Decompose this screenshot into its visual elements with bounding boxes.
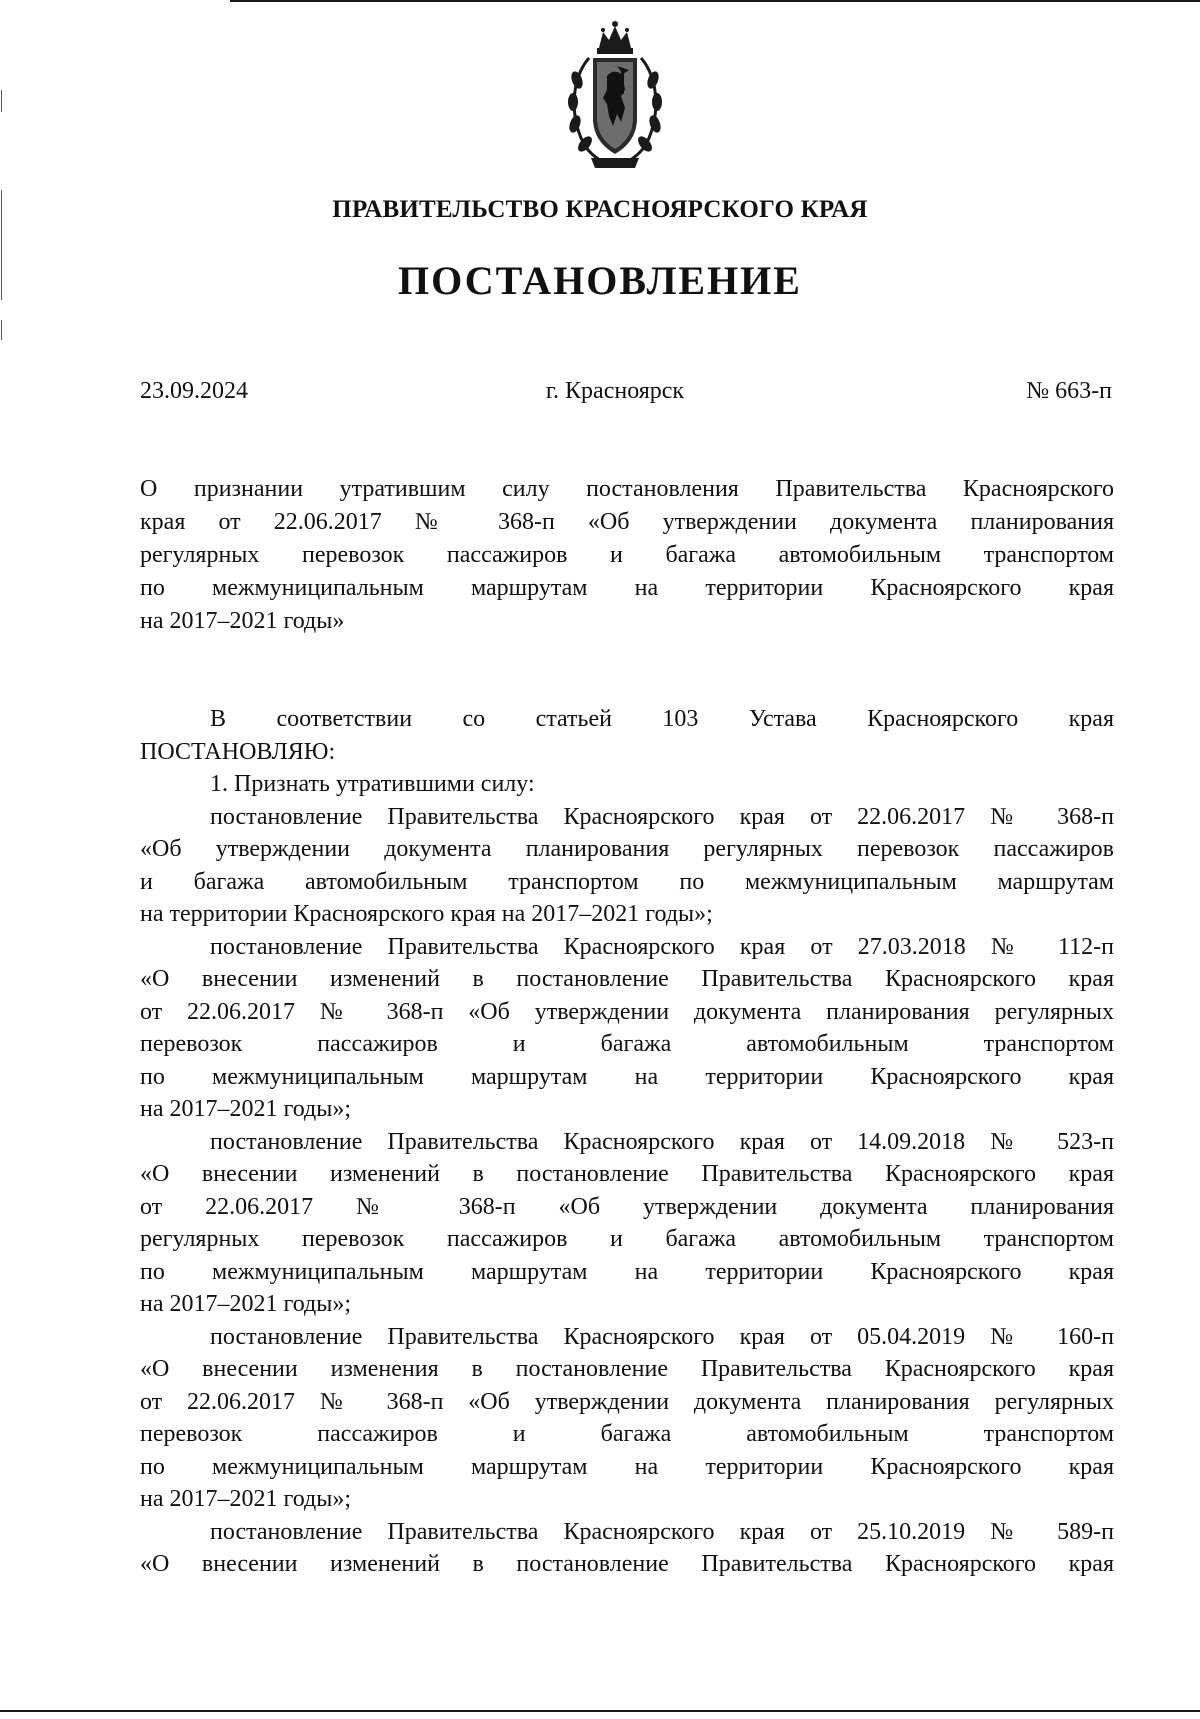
subject-line: на 2017–2021 годы» <box>140 608 345 634</box>
coat-of-arms-emblem <box>563 18 667 176</box>
body-line: В соответствии со статьей 103 Устава Красноярского края <box>210 706 1114 732</box>
body-line: постановление Правительства Красноярского края от 27.03.2018 № 112-п <box>210 933 1114 960</box>
subject-line: О признании утратившим силу постановления Правительства Красноярского <box>140 476 1114 502</box>
subject-line: края от 22.06.2017 № 368-п «Об утверждении документа планирования <box>140 509 1114 535</box>
body-line: постановление Правительства Красноярского края от 05.04.2019 № 160-п <box>210 1323 1114 1350</box>
body-line: «Об утверждении документа планирования регулярных перевозок пассажиров <box>140 836 1114 862</box>
document-date: 23.09.2024 <box>140 378 248 404</box>
body-line: перевозок пассажиров и багажа автомобильным транспортом <box>140 1031 1114 1057</box>
body-line: от 22.06.2017 № 368-п «Об утверждении документа планирования регулярных <box>140 1388 1114 1415</box>
body-line: на 2017–2021 годы»; <box>140 1486 352 1512</box>
body-line: «О внесении изменения в постановление Правительства Красноярского края <box>140 1356 1114 1382</box>
organization-title: ПРАВИТЕЛЬСТВО КРАСНОЯРСКОГО КРАЯ <box>332 196 868 223</box>
scan-edge-mark <box>1 90 2 112</box>
scan-edge-mark <box>1 320 2 340</box>
body-line: постановление Правительства Красноярского края от 14.09.2018 № 523-п <box>210 1128 1114 1155</box>
body-line: регулярных перевозок пассажиров и багажа автомобильным транспортом <box>140 1226 1114 1252</box>
body-line: по межмуниципальным маршрутам на территории Красноярского края <box>140 1258 1114 1285</box>
body-line: на 2017–2021 годы»; <box>140 1096 352 1122</box>
body-line: по межмуниципальным маршрутам на территории Красноярского края <box>140 1453 1114 1480</box>
subject-line: регулярных перевозок пассажиров и багажа автомобильным транспортом <box>140 542 1114 568</box>
body-line: на 2017–2021 годы»; <box>140 1291 352 1317</box>
body-line: по межмуниципальным маршрутам на территории Красноярского края <box>140 1063 1114 1090</box>
body-line: от 22.06.2017 № 368-п «Об утверждении документа планирования регулярных <box>140 998 1114 1025</box>
body-line: «О внесении изменений в постановление Правительства Красноярского края <box>140 966 1114 992</box>
body-line: и багажа автомобильным транспортом по межмуниципальным маршрутам <box>140 868 1114 895</box>
subject-line: по межмуниципальным маршрутам на территории Красноярского края <box>140 575 1114 601</box>
document-number: № 663-п <box>1026 378 1112 404</box>
document-subject <box>140 473 1114 638</box>
body-line: постановление Правительства Красноярского края от 25.10.2019 № 589-п <box>210 1518 1114 1545</box>
body-line: на территории Красноярского края на 2017–2021 годы»; <box>140 901 713 927</box>
body-line: от 22.06.2017 № 368-п «Об утверждении документа планирования <box>140 1193 1114 1220</box>
scan-border-bottom <box>0 1710 1200 1712</box>
body-line: «О внесении изменений в постановление Правительства Красноярского края <box>140 1551 1114 1577</box>
body-line: постановление Правительства Красноярского края от 22.06.2017 № 368-п <box>210 803 1114 830</box>
document-body <box>140 703 1114 1581</box>
body-line: перевозок пассажиров и багажа автомобильным транспортом <box>140 1421 1114 1447</box>
document-type-title: ПОСТАНОВЛЕНИЕ <box>398 258 802 303</box>
body-line: 1. Признать утратившими силу: <box>210 771 535 797</box>
body-line: ПОСТАНОВЛЯЮ: <box>140 738 336 765</box>
body-line: «О внесении изменений в постановление Правительства Красноярского края <box>140 1161 1114 1187</box>
scan-border-top <box>230 0 1200 2</box>
document-city: г. Красноярск <box>545 378 685 404</box>
